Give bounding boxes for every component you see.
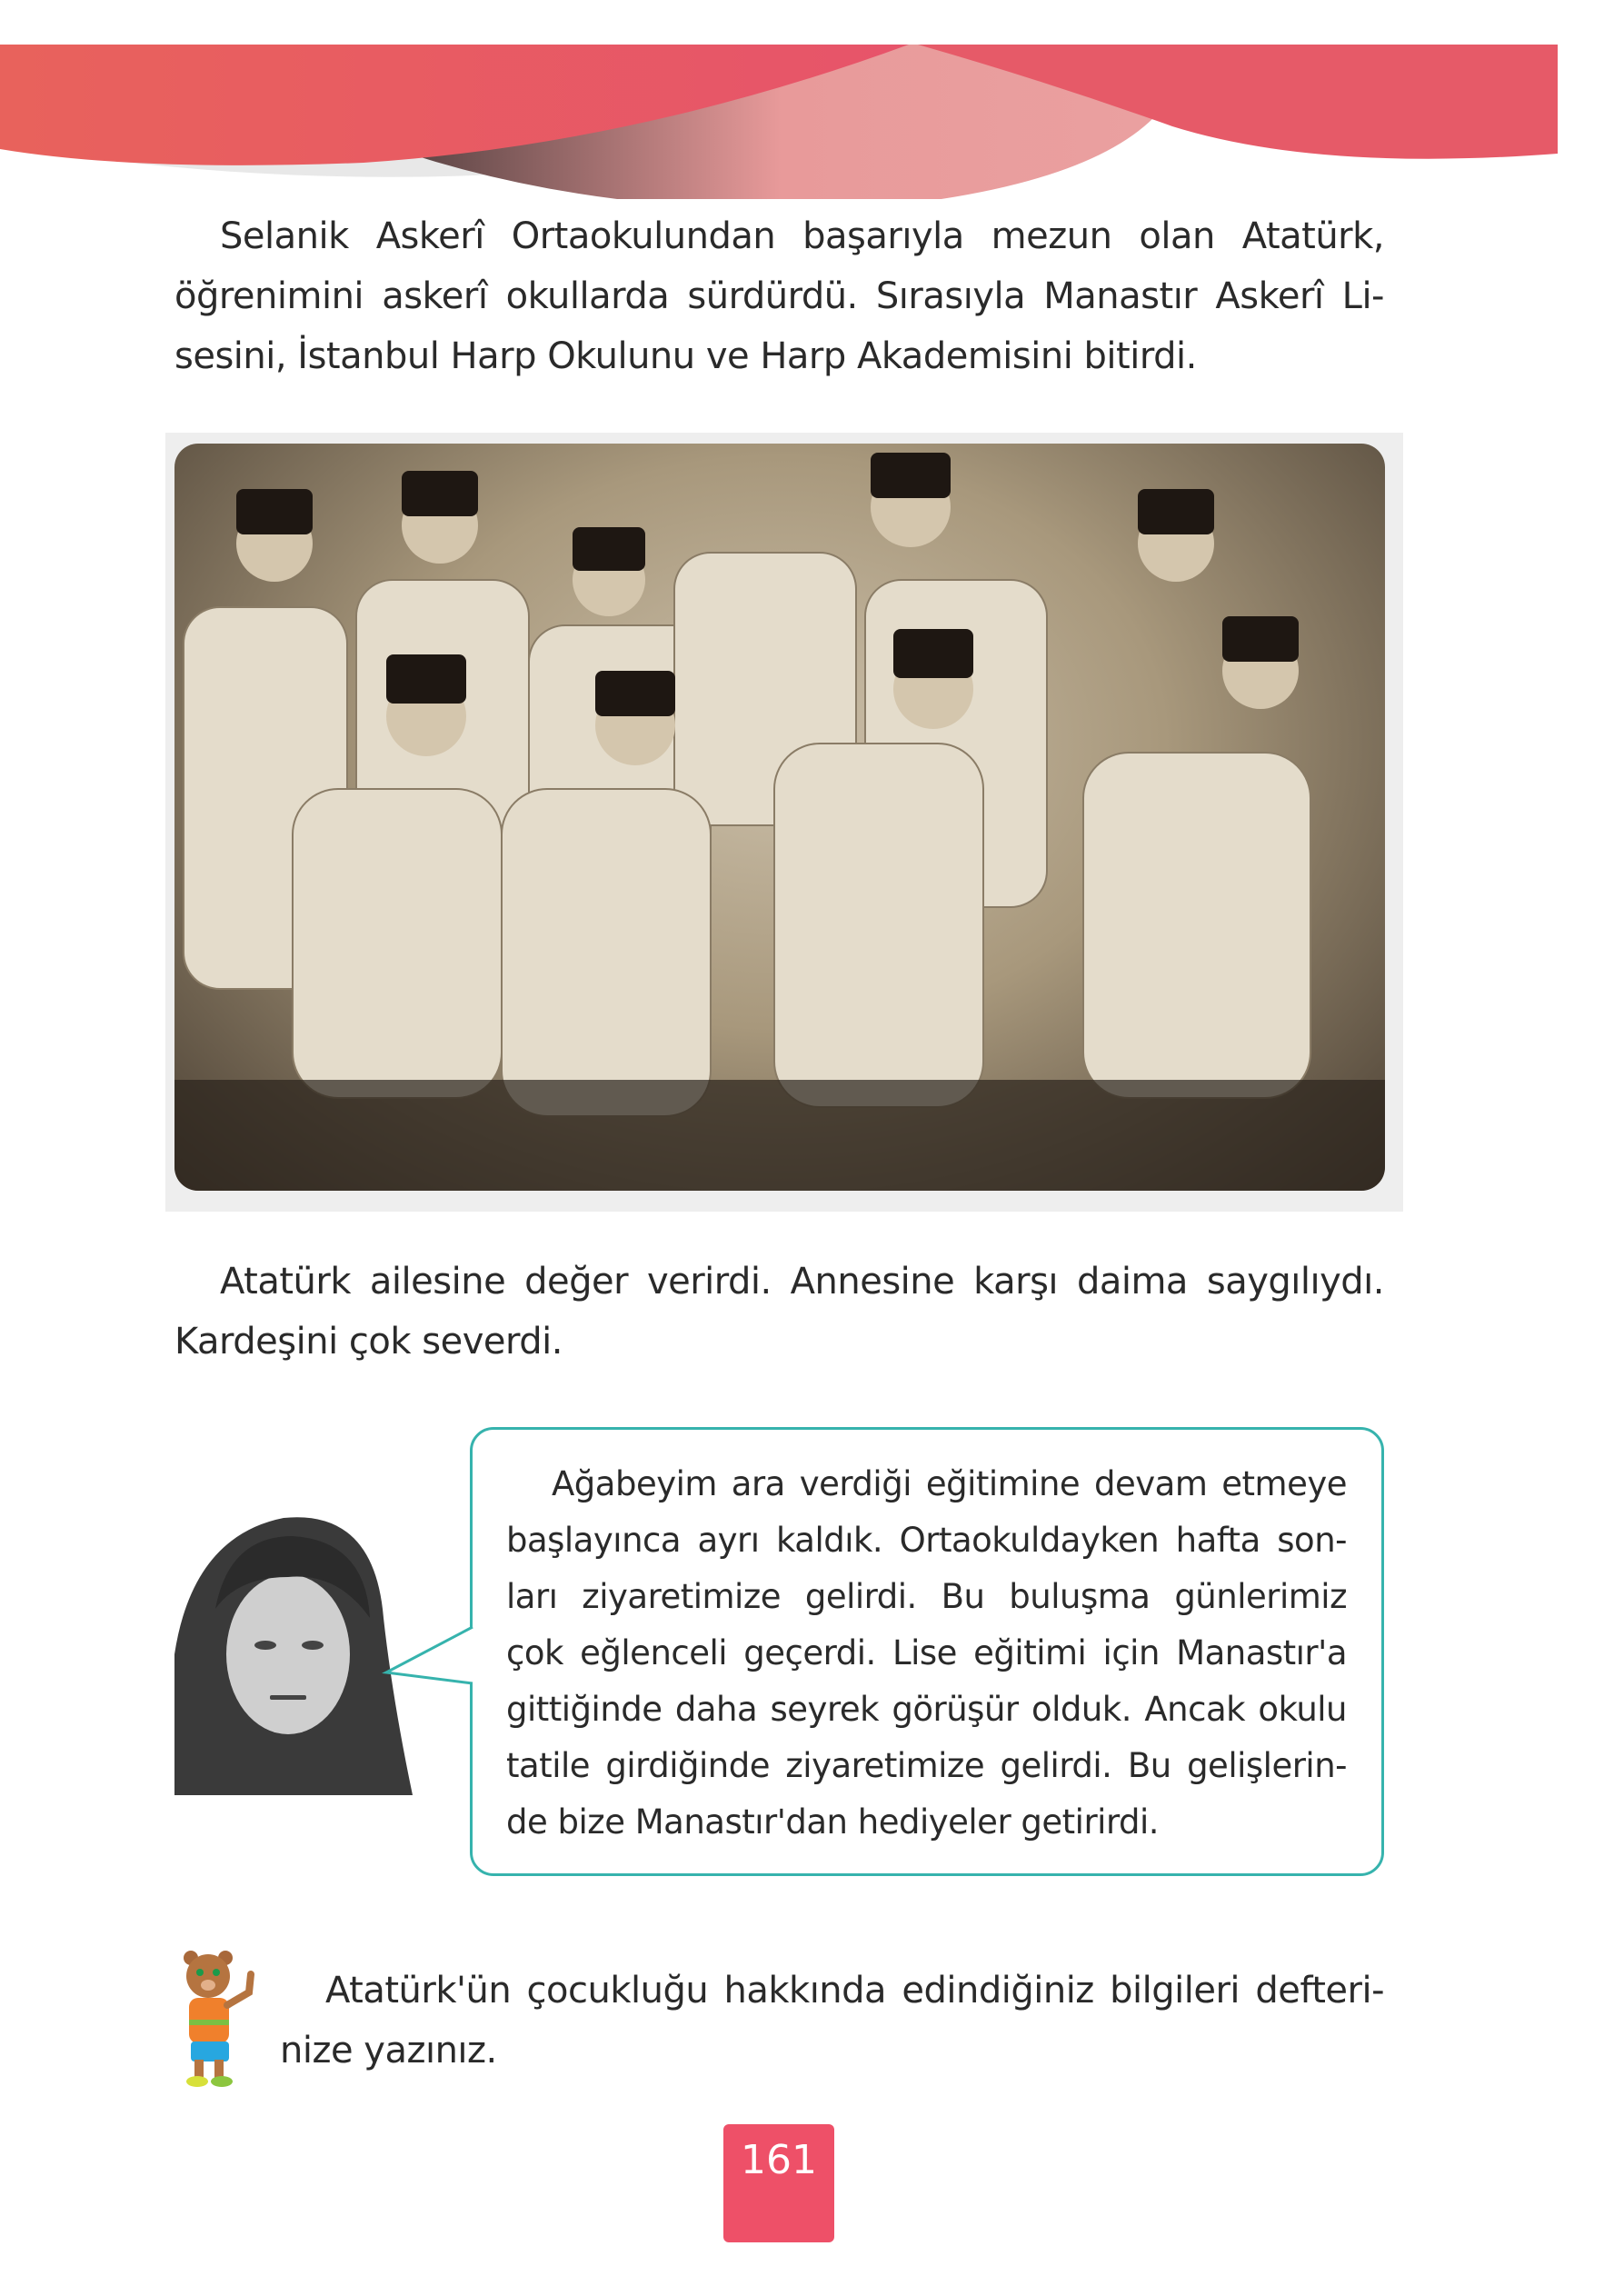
text-line: tatile girdiğinde ziyaretimize gelirdi. Bu gelişlerin- xyxy=(506,1746,1347,1785)
text-line: başlayınca ayrı kaldık. Ortaokuldayken hafta son- xyxy=(506,1521,1347,1560)
paragraph-education xyxy=(174,206,1384,386)
text-line: Atatürk ailesine değer verirdi. Annesine karşı daima saygılıydı. xyxy=(220,1261,1384,1303)
text-line: Selanik Askerî Ortaokulundan başarıyla mezun olan Atatürk, xyxy=(220,215,1384,257)
text-line: Ağabeyim ara verdiği eğitimine devam etmeye xyxy=(552,1464,1347,1503)
paragraph-family xyxy=(174,1252,1384,1372)
text-line: gittiğinde daha seyrek görüşür olduk. Ancak okulu xyxy=(506,1690,1347,1729)
text-line: ları ziyaretimize gelirdi. Bu buluşma günlerimiz xyxy=(506,1577,1347,1616)
text-line: öğrenimini askerî okullarda sürdürdü. Sırasıyla Manastır Askerî Li- xyxy=(174,275,1384,317)
header-banner xyxy=(0,45,1558,199)
speech-bubble-text xyxy=(506,1456,1347,1851)
page-number-badge: 161 xyxy=(723,2124,834,2242)
historical-group-photo xyxy=(174,444,1385,1191)
text-line: Kardeşini çok severdi. xyxy=(174,1321,563,1363)
text-line: çok eğlenceli geçerdi. Lise eğitimi için Manastır'a xyxy=(506,1633,1347,1672)
text-line: Atatürk'ün çocukluğu hakkında edindiğiniz bilgileri defteri- xyxy=(325,1970,1384,2011)
bear-mascot-icon xyxy=(174,1947,265,2088)
portrait-makbule xyxy=(174,1500,413,1795)
text-line: sesini, İstanbul Harp Okulunu ve Harp Akademisini bitirdi. xyxy=(174,335,1197,377)
text-line: nize yazınız. xyxy=(280,2030,497,2071)
activity-instruction xyxy=(280,1961,1384,2081)
speech-bubble-tail xyxy=(382,1618,474,1691)
text-line: de bize Manastır'dan hediyeler getirirdi. xyxy=(506,1802,1160,1842)
